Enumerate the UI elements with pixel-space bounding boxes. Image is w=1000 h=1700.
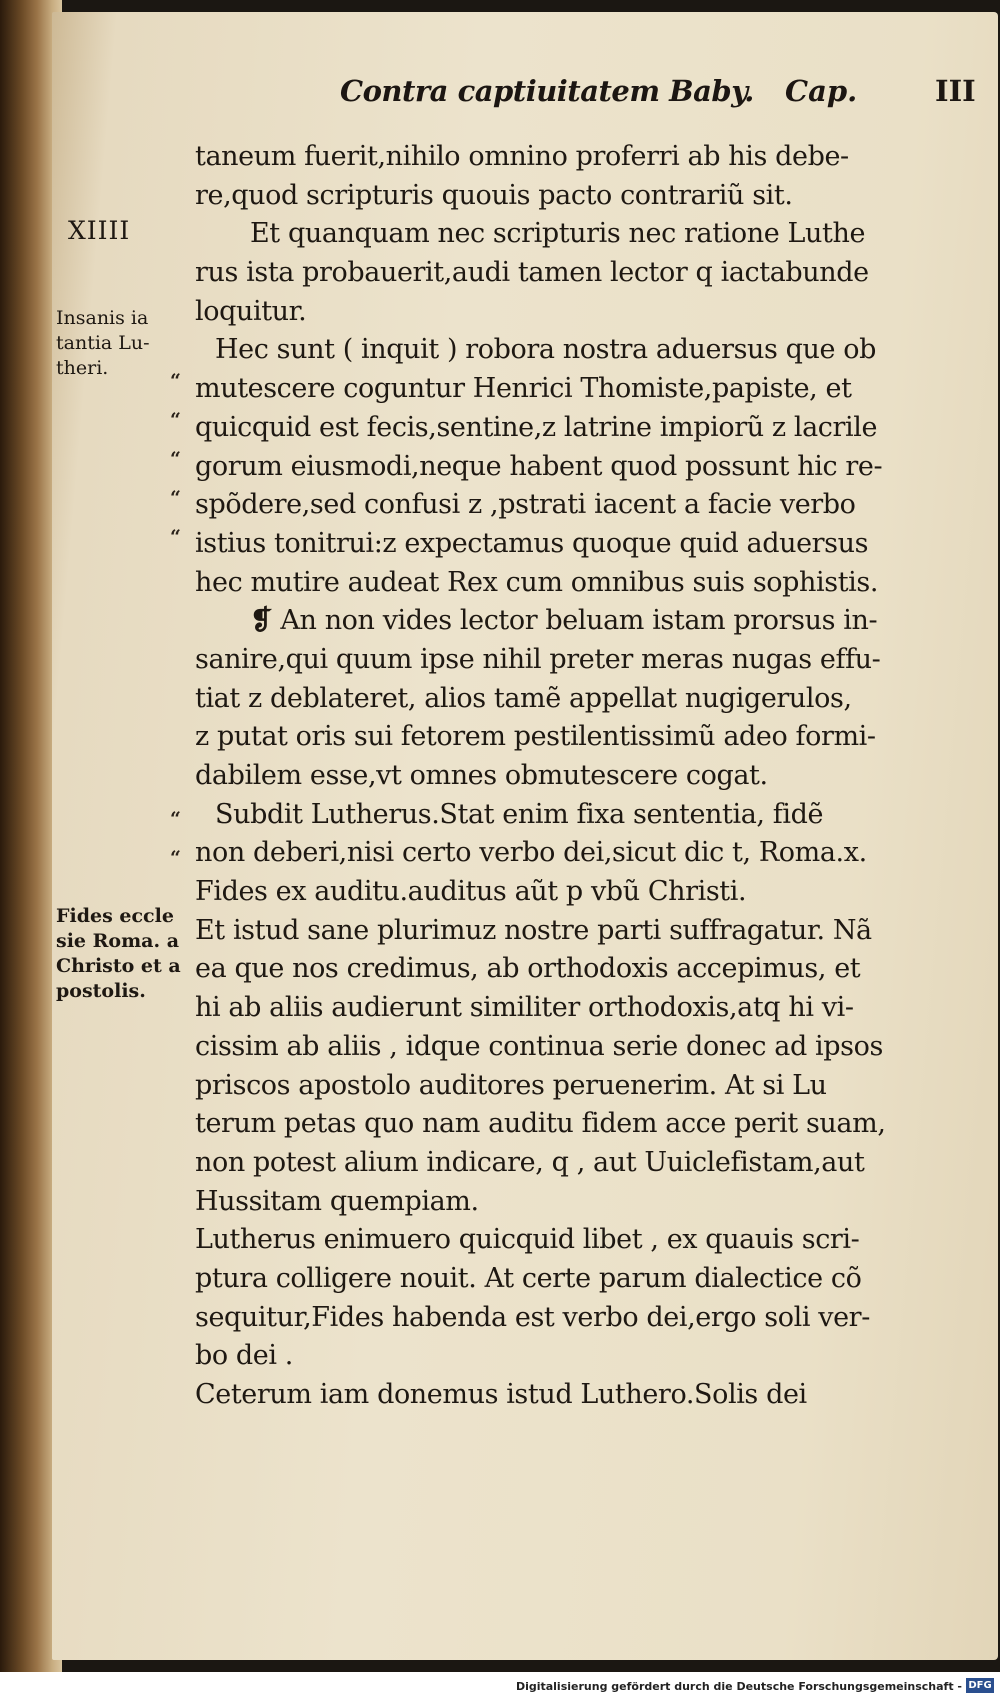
text-line: Et istud sane plurimuz nostre parti suffragatur. Nã [195, 914, 872, 946]
text-line: Hec sunt ( inquit ) robora nostra aduersus que ob [215, 334, 877, 366]
margin-note-line: Fides eccle [56, 905, 174, 927]
quote-mark: “ [170, 409, 181, 431]
text-line: spõdere,sed confusi z ,pstrati iacent a facie verbo [195, 489, 856, 521]
text-line: priscos apostolo auditores peruenerim. At si Lu [195, 1069, 827, 1101]
paragraph-mark: ❡ [250, 605, 273, 637]
margin-note-line: Christo et a [56, 955, 181, 977]
quote-mark: “ [170, 448, 181, 470]
text-line: tiat z deblateret, alios tamẽ appellat nugigerulos, [195, 682, 852, 714]
text-line: Hussitam quempiam. [195, 1185, 479, 1217]
running-title: Contra captiuitatem Baby. [340, 74, 754, 108]
text-line: Ceterum iam donemus istud Luthero.Solis dei [195, 1379, 807, 1410]
text-line: re,quod scripturis quouis pacto contrariũ sit. [195, 179, 793, 211]
digitization-credit: Digitalisierung gefördert durch die Deutsche Forschungsgemeinschaft - [515, 1680, 962, 1693]
text-line: loquitur. [195, 295, 307, 327]
text-line: rus ista probauerit,audi tamen lector q iactabunde [195, 257, 869, 289]
quote-mark: “ [170, 847, 181, 869]
text-line: dabilem esse,vt omnes obmutescere cogat. [195, 760, 768, 791]
dfg-logo: DFG [966, 1678, 994, 1693]
margin-note-line: theri. [56, 357, 109, 379]
text-line: quicquid est fecis,sentine,z latrine impiorũ z lacrile [195, 411, 878, 443]
text-line: Fides ex auditu.auditus aũt p vbũ Christi. [195, 876, 747, 908]
quote-mark: “ [170, 487, 181, 509]
text-line: hec mutire audeat Rex cum omnibus suis sophistis. [195, 566, 879, 598]
text-line: non deberi,nisi certo verbo dei,sicut dic t, Roma.x. [195, 837, 867, 869]
text-line: hi ab aliis audierunt similiter orthodoxis,atq hi vi- [195, 992, 854, 1024]
text-line: cissim ab aliis , idque continua serie donec ad ipsos [195, 1030, 883, 1062]
text-line: mutescere coguntur Henrici Thomiste,papiste, et [195, 373, 852, 405]
margin-note-line: tantia Lu- [56, 332, 150, 354]
text-line: ptura colligere nouit. At certe parum dialectice cõ [195, 1262, 862, 1294]
text-line: non potest alium indicare, q , aut Uuiclefistam,aut [195, 1146, 865, 1178]
quote-mark: “ [170, 808, 181, 830]
margin-note-insania [56, 306, 150, 381]
text-line: sequitur,Fides habenda est verbo dei,ergo soli ver- [195, 1301, 870, 1333]
margin-note-fides [56, 904, 181, 1004]
text-line: ea que nos credimus, ab orthodoxis accepimus, et [195, 953, 861, 985]
text-line: gorum eiusmodi,neque habent quod possunt hic re- [195, 450, 883, 482]
text-line [195, 602, 985, 641]
text-line: Subdit Lutherus.Stat enim fixa sententia, fidẽ [215, 798, 824, 830]
text-line: istius tonitrui:z expectamus quoque quid aduersus [195, 527, 869, 559]
section-number: XIIII [68, 216, 131, 245]
text-line: bo dei . [195, 1340, 293, 1372]
text-line-content: An non vides lector beluam istam prorsus in- [280, 605, 878, 637]
margin-note-line: sie Roma. a [56, 930, 180, 952]
text-line: Lutherus enimuero quicquid libet , ex quauis scri- [195, 1224, 860, 1256]
margin-note-line: Insanis ia [56, 307, 149, 329]
text-line: terum petas quo nam auditu fidem acce perit suam, [195, 1108, 886, 1140]
text-line: z putat oris sui fetorem pestilentissimũ adeo formi- [195, 721, 876, 753]
text-line: Et quanquam nec scripturis nec ratione Luthe [250, 218, 866, 250]
folio-number: III [935, 74, 976, 108]
text-line: sanire,qui quum ipse nihil preter meras nugas effu- [195, 643, 881, 675]
margin-note-line: postolis. [56, 980, 146, 1002]
quote-mark: “ [170, 526, 181, 548]
quote-mark: “ [170, 370, 181, 392]
text-line: taneum fuerit,nihilo omnino proferri ab his debe- [195, 141, 849, 172]
text-block [195, 138, 985, 1415]
chapter-label: Cap. [785, 74, 858, 108]
